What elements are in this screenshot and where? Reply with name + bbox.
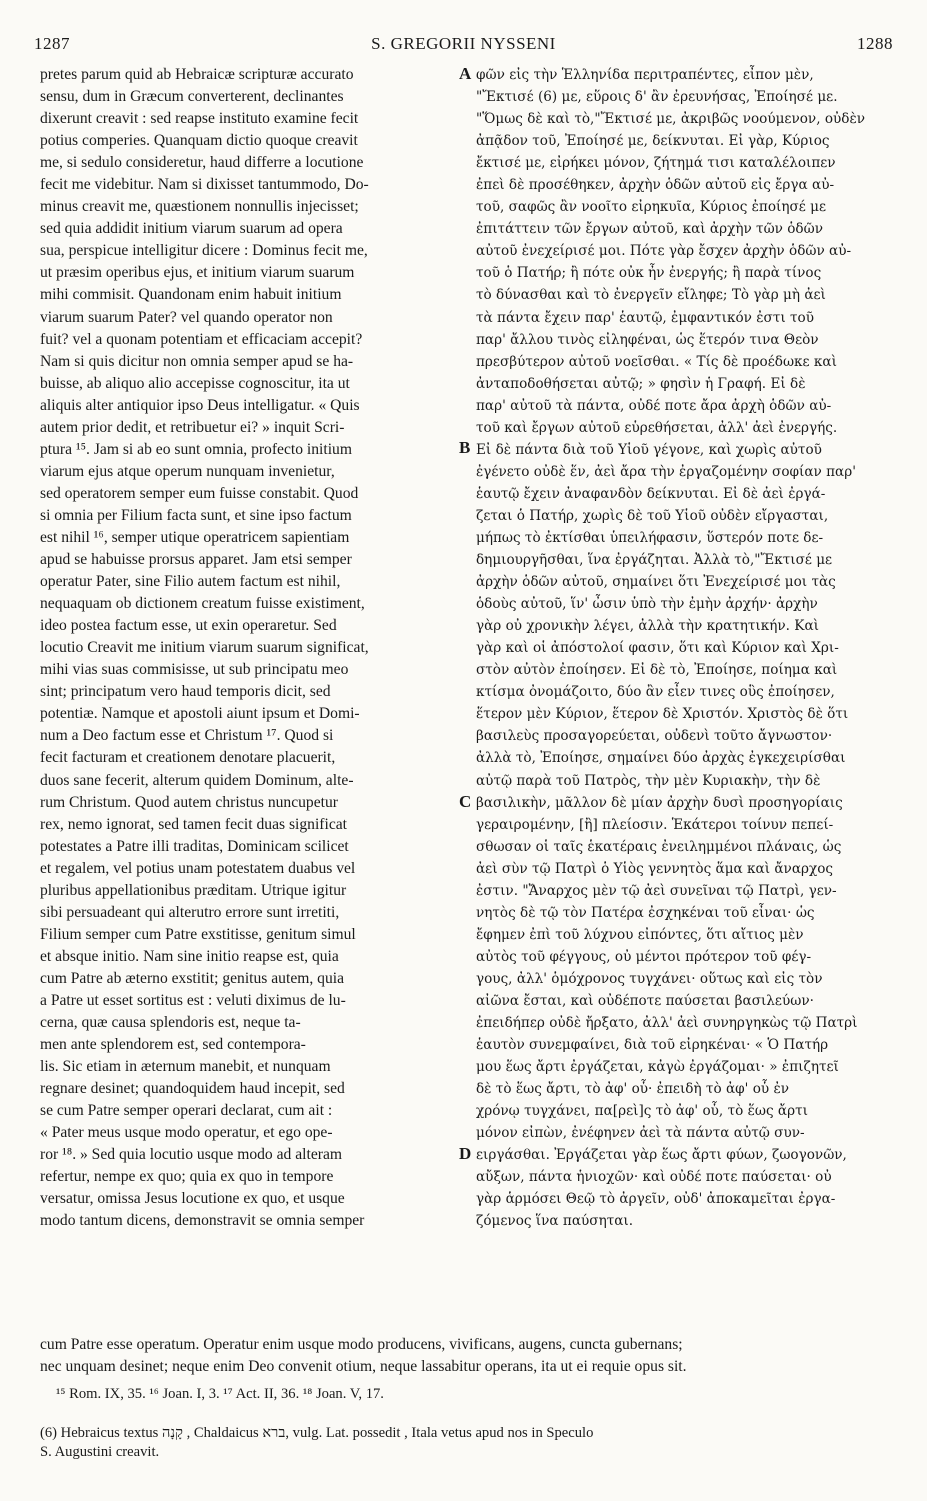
latin-text-line: et absque initio. Nam sine initio reapse est, quia [40,947,339,965]
latin-text-line: sua, perspicue intelligitur dicere : Dominus fecit me, [40,242,368,260]
greek-text-line: παρ' ἄλλου τινὸς εἰληφέναι, ὡς ἕτερόν τινα Θεὸν [476,331,819,348]
latin-text-line: est nihil ¹⁶, semper utique operatricem sapientiam [40,528,350,546]
latin-text-line: operatur Pater, sine Filio autem factum est nihil, [40,573,341,591]
greek-text-line: χρόνῳ τυγχάνει, πα[ρεὶ]ς τὸ ἀφ' οὗ, τὸ ἕως ἄρτι [476,1103,808,1120]
latin-text-line: cum Patre ab æterno exstitit; genitus autem, quia [40,969,345,987]
latin-text-line: locutio Creavit me initium viarum suarum significat, [40,639,369,657]
latin-text-line: modo tantum dicens, demonstravit se omnia semper [40,1212,365,1230]
latin-text-line: sint; principatum vero haud temporis dicit, sed [40,683,331,701]
greek-text-line: τοῦ καὶ ἔργων αὐτοῦ εὑρεθήσεται, ἀλλ' ἀεὶ ἐνεργής. [476,419,838,436]
greek-text-line: ἀπᾷδον τοῦ, Ἐποίησέ με, δείκνυται. Εἰ γὰρ, Κύριος [476,133,830,150]
section-marker-b: B [459,438,471,457]
greek-text-line: ζεται ὁ Πατήρ, χωρὶς δὲ τοῦ Υἱοῦ οὐδὲν εἴργασται, [476,507,829,524]
running-title: S. GREGORII NYSSENI [371,34,556,53]
greek-text-line: γὰρ οὐ χρονικὴν λέγει, ἀλλὰ τὴν κρατητικήν. Καὶ [476,618,819,635]
latin-text-line: num a Deo factum esse et Christum ¹⁷. Quod si [40,727,334,745]
latin-text-line: refertur, nempe ex quo; quia ex quo in tempore [40,1168,334,1186]
latin-text-line: fuit? vel a quonam potentiam et efficaciam accepit? [40,330,363,348]
greek-text-line: τὸ δύνασθαι καὶ τὸ ἐνεργεῖν εἴληφε; Τὸ γὰρ μὴ ἀεὶ [476,287,826,304]
latin-text-line: fecit me videbitur. Nam si dixisset tantummodo, Do- [40,176,369,194]
left-page-number: 1287 [34,34,70,53]
greek-text-line: ἕτερον μὲν Κύριον, ἕτερον δὲ Χριστόν. Χριστὸς δὲ ὅτι [476,706,849,723]
greek-text-line: αὔξων, πάντα ἡνιοχῶν· καὶ οὐδέ ποτε παύσεται· οὐ [476,1169,832,1186]
greek-text-line: δημιουργῆσθαι, ἵνα ἐργάζηται. Ἀλλὰ τὸ,"Ἔκτισέ με [476,552,833,569]
greek-text-line: βασιλικὴν, μᾶλλον δὲ μίαν ἀρχὴν δυσὶ προσηγορίαις [476,794,843,811]
latin-text-line: potius comperies. Quanquam dictio quoque creavit [40,132,358,150]
latin-text-line: Nam si quis dicitur non omnia semper apud se ha- [40,352,354,370]
greek-text-line: ἑαυτῷ ἔχειν ἀναφανδὸν δείκνυται. Εἰ δὲ ἀεὶ ἐργά- [476,485,826,502]
latin-text-line: sensu, dum in Græcum converterent, declinantes [40,88,344,106]
latin-text-line: sed operatorem semper eum fuisse constabit. Quod [40,484,359,502]
note-line: S. Augustini creavit. [40,1444,160,1460]
latin-text-line: cerna, quæ causa splendoris est, neque ta- [40,1014,301,1032]
greek-text-line: γὰρ ἁρμόσει Θεῷ τὸ ἀργεῖν, οὐδ' ἀποκαμεῖται ἐργα- [476,1191,836,1208]
latin-text-line: nequaquam ob dictionem creatum fuisse existiment, [40,595,365,613]
greek-text-line: αὐτῷ παρὰ τοῦ Πατρὸς, τὴν μὲν Κυριακὴν, τὴν δὲ [476,772,821,789]
note-line: (6) Hebraicus textus קָנָה , Chaldaicus ברא, vulg. Lat. possedit , Itala vetus apud nos in Speculo [40,1425,594,1441]
greek-text-line: ζόμενος ἵνα παύσηται. [476,1213,634,1230]
latin-text-line: ror ¹⁸. » Sed quia locutio usque modo ad alteram [40,1146,342,1164]
section-marker-c: C [459,792,472,811]
latin-text-line: men ante splendorem est, sed contempora- [40,1036,306,1054]
latin-text-line: apud se habuisse prorsus apparet. Jam etsi semper [40,551,352,569]
greek-text-line: ἀλλὰ τὸ, Ἐποίησε, σημαίνει δύο ἀρχὰς ἐγκεχειρίσθαι [476,750,846,767]
latin-text-line: a Patre ut esset sortitus est : veluti diximus de lu- [40,991,346,1009]
latin-text-line: aliquis alter antiquior ipso Deus intelligatur. « Quis [40,396,360,414]
greek-text-line: ἀνταποδοθήσεται αὐτῷ; » φησὶν ἡ Γραφή. Εἰ δὲ [476,375,806,392]
latin-column [40,64,460,1232]
greek-text-line: μήπως τὸ ἐκτίσθαι ὑπειλήφασιν, ὕστερόν ποτε δε- [476,529,824,546]
greek-text-line: πρεσβύτερον αὐτοῦ νοεῖσθαι. « Τίς δὲ προέδωκε καὶ [476,353,837,370]
greek-text-line: τὰ πάντα ἔχειν παρ' ἑαυτῷ, ἐμφαντικόν ἐστι τοῦ [476,309,814,326]
greek-text-line: "Ἔκτισέ (6) με, εὕροις δ' ἂν ἐρευνήσας, Ἐποίησέ με. [476,89,838,106]
latin-text-line: buisse, ab aliquo alio accepisse cognoscitur, ita ut [40,374,350,392]
greek-text-line: ἐστιν. "Ἄναρχος μὲν τῷ ἀεὶ συνεῖναι τῷ Πατρὶ, γεν- [476,882,837,899]
latin-text-line: se cum Patre semper operari declarat, cum ait : [40,1102,333,1120]
greek-text-line: γεραιρομένην, [ἢ] πλείοσιν. Ἑκάτεροι τοίνυν πεπεί- [476,816,834,833]
latin-text-line: fecit facturam et creationem denotare placuerit, [40,749,336,767]
latin-text-line: viarum ejus atque operum nunquam invenietur, [40,462,335,480]
latin-text-line: ptura ¹⁵. Jam si ab eo sunt omnia, profecto initium [40,440,352,458]
latin-text-line: pluribus appellationibus præditam. Utrique igitur [40,881,347,899]
footnote-references: ¹⁵ Rom. IX, 35. ¹⁶ Joan. I, 3. ¹⁷ Act. II, 36. ¹⁸ Joan. V, 17. [56,1386,384,1402]
latin-text-line: potentiæ. Namque et apostoli aiunt ipsum et Domi- [40,705,360,723]
full-width-line: cum Patre esse operatum. Operatur enim usque modo producens, vivificans, augens, cuncta gubernans; [40,1336,683,1353]
page-header [34,34,893,54]
full-width-text [40,1334,892,1378]
greek-text-line: μόνον εἰπὼν, ἐνέφηνεν ἀεὶ τὰ πάντα αὐτῷ συν- [476,1125,805,1142]
greek-text-line: αὐτοῦ ἐνεχείρισέ μοι. Πότε γὰρ ἔσχεν ἀρχὴν ὁδῶν αὐ- [476,243,852,260]
full-width-line: nec unquam desinet; neque enim Deo convenit otium, neque lassabitur operans, ita ut ei requie opus sit. [40,1358,687,1375]
editor-notes [40,1424,892,1462]
greek-column [476,64,894,1232]
greek-text-line: κτίσμα ὀνομάζοιτο, δύο ἂν εἶεν τινες οὓς ἐποίησεν, [476,684,835,701]
greek-text-line: παρ' αὐτοῦ τὰ πάντα, οὐδέ ποτε ἄρα ἀρχὴ ὁδῶν αὐ- [476,397,832,414]
latin-text-line: pretes parum quid ab Hebraicæ scripturæ accurato [40,66,354,83]
greek-text-line: ἐπεὶ δὲ προσέθηκεν, ἀρχὴν ὁδῶν αὐτοῦ εἰς ἔργα αὐ- [476,177,835,194]
latin-text-line: duos sane fecerit, alterum quidem Dominum, alte- [40,771,354,789]
latin-text-line: Filium semper cum Patre exstitisse, genitum simul [40,925,356,943]
latin-text-line: viarum suarum Pater? vel quando operator non [40,308,333,326]
greek-text-line: "Ὅμως δὲ καὶ τὸ,"Ἔκτισέ με, ἀκριβῶς νοούμενον, οὐδὲν [476,111,866,128]
latin-text-line: « Pater meus usque modo operatur, et ego ope- [40,1124,333,1142]
greek-text-line: ἐπιτάττειν τῶν ἔργων αὐτοῦ, καὶ ἀρχὴν τῶν ὁδῶν [476,221,823,238]
latin-text-line: ideo postea factum esse, ut exin operaretur. Sed [40,617,337,635]
greek-text-line: βασιλεὺς προσαγορεύεται, οὐδενὶ τοῦτο ἄγνωστον· [476,728,833,745]
greek-text-line: αὐτὸς τοῦ φέγγους, οὐ μέντοι πρότερον τοῦ φέγ- [476,948,812,965]
greek-text-line: μου ἕως ἄρτι ἐργάζεται, κἀγὼ ἐργάζομαι· » ἐπιζητεῖ [476,1059,839,1076]
greek-text-line: ἔκτισέ με, εἰρήκει μόνον, ζήτημά τισι καταλέλοιπεν [476,155,836,172]
greek-text-line: ἀεὶ σὺν τῷ Πατρὶ ὁ Υἱὸς γεννητὸς ἅμα καὶ ἄναρχος [476,860,834,877]
greek-text-line: σθωσαν οἱ ταῖς ἑκατέραις ἐνειλημμένοι πλάναις, ὡς [476,838,842,855]
greek-text-line: ἐπειδήπερ οὐδὲ ἤρξατο, ἀλλ' ἀεὶ συνηργηκὼς τῷ Πατρὶ [476,1015,858,1032]
greek-text-line: ἔφημεν ἐπὶ τοῦ λύχνου εἰπόντες, ὅτι αἴτιος μὲν [476,926,804,943]
latin-text-line: sibi persuadeant qui alterutro errore sunt irretiti, [40,903,340,921]
greek-text-line: Εἰ δὲ πάντα διὰ τοῦ Υἱοῦ γέγονε, καὶ χωρὶς αὐτοῦ [476,441,822,458]
greek-text-line: ἐγένετο οὐδὲ ἕν, ἀεὶ ἄρα τὴν ἐργαζομένην σοφίαν παρ' [476,463,856,480]
greek-text-line: ἀρχὴν ὁδῶν αὐτοῦ, σημαίνει ὅτι Ἐνεχείρισέ μοι τὰς [476,574,836,591]
greek-text-line: δὲ τὸ ἕως ἄρτι, τὸ ἀφ' οὗ· ἐπειδὴ τὸ ἀφ' οὗ ἐν [476,1081,790,1098]
latin-text-line: rum Christum. Quod autem christus nuncupetur [40,793,338,811]
latin-text-line: rex, nemo ignorat, sed tamen fecit duas significat [40,815,348,833]
latin-text-line: dixerunt creavit : sed reapse instituto examine fecit [40,110,359,128]
greek-text-line: τοῦ ὁ Πατήρ; ἢ πότε οὐκ ἦν ἐνεργής; ἢ παρὰ τίνος [476,265,822,282]
section-marker-d: D [459,1144,472,1163]
latin-text-line: me, si sedulo consideretur, haud differre a locutione [40,154,364,172]
greek-text-line: στὸν αὐτὸν ἐποίησεν. Εἰ δὲ τὸ, Ἐποίησε, ποίημα καὶ [476,662,838,679]
latin-text-line: mihi vias suas commisisse, ut sub principatu meo [40,661,349,679]
latin-text-line: autem prior dedit, et retribuetur ei? » inquit Scri- [40,418,345,436]
greek-text-line: ὁδοὺς αὐτοῦ, ἵν' ὦσιν ὑπὸ τὴν ἐμὴν ἀρχήν· ἀρχὴν [476,596,818,613]
latin-text-line: potestates a Patre illi traditas, Dominicam scilicet [40,837,349,855]
greek-text-line: ειργάσθαι. Ἐργάζεται γὰρ ἕως ἄρτι φύων, ζωογονῶν, [476,1147,847,1164]
greek-text-line: ἑαυτὸν συνεμφαίνει, διὰ τοῦ εἰρηκέναι· « Ὁ Πατήρ [476,1037,829,1054]
latin-text-line: mihi commisit. Quandonam enim habuit initium [40,286,342,304]
greek-text-line: γους, ἀλλ' ὁμόχρονος τυγχάνει· οὕτως καὶ εἰς τὸν [476,970,823,987]
section-marker-a: A [459,64,472,83]
greek-text-line: αἰῶνα ἔσται, καὶ οὐδέποτε παύσεται βασιλεύων· [476,992,814,1009]
latin-text-line: sed quia addidit initium viarum suarum ad opera [40,220,343,238]
greek-text-line: τοῦ, σαφῶς ἂν νοοῖτο εἰρηκυῖα, Κύριος ἐποίησέ με [476,199,827,216]
latin-text-line: versatur, omissa Jesus locutione ex quo, et usque [40,1190,345,1208]
right-page-number: 1288 [857,34,893,53]
latin-text-line: et regalem, vel potius unam potestatem duabus vel [40,859,356,877]
latin-text-line: si omnia per Filium facta sunt, et sine ipso factum [40,506,352,524]
greek-text-line: γὰρ καὶ οἱ ἀπόστολοί φασιν, ὅτι καὶ Κύριον καὶ Χρι- [476,640,839,657]
latin-text-line: lis. Sic etiam in æternum manebit, et nunquam [40,1058,331,1076]
latin-text-line: minus creavit me, quæstionem nonnullis injecisset; [40,198,359,216]
latin-text-line: regnare desinet; quandoquidem haud incepit, sed [40,1080,345,1098]
latin-text-line: ut præsim operibus ejus, et initium viarum suarum [40,264,355,282]
greek-text-line: φῶν εἰς τὴν Ἑλληνίδα περιτραπέντες, εἶπον μὲν, [476,67,814,83]
greek-text-line: νητὸς δὲ τῷ τὸν Πατέρα ἐσχηκέναι τοῦ εἶναι· ὡς [476,904,815,921]
